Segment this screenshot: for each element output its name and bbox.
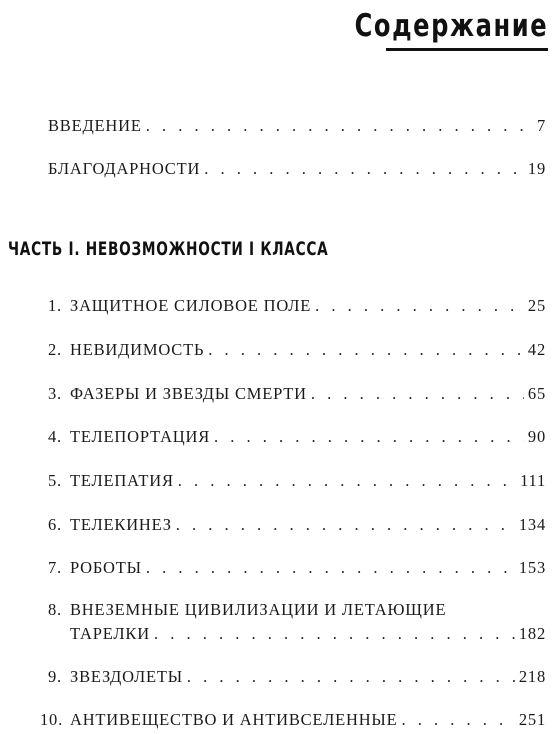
toc-entry-label: АНТИВЕЩЕСТВО И АНТИВСЕЛЕННЫЕ bbox=[70, 710, 398, 729]
toc-entry-label: РОБОТЫ bbox=[70, 558, 142, 577]
toc-entry-chapter-4 bbox=[48, 427, 546, 447]
page-title: Содержание bbox=[354, 8, 548, 44]
dot-leader bbox=[315, 296, 524, 316]
toc-entry-page: 65 bbox=[527, 384, 546, 403]
toc-entry-page: 251 bbox=[518, 710, 546, 729]
toc-entry-label-continued: ТАРЕЛКИ bbox=[70, 624, 150, 643]
toc-entry-chapter-10 bbox=[40, 710, 546, 730]
toc-entry-introduction bbox=[48, 116, 546, 136]
toc-entry-page: 218 bbox=[518, 667, 546, 686]
toc-entry-page: 153 bbox=[518, 558, 546, 577]
dot-leader bbox=[146, 558, 515, 578]
chapter-number: 3. bbox=[48, 384, 62, 403]
toc-entry-chapter-2 bbox=[48, 340, 546, 360]
toc-entry-label: ТЕЛЕПАТИЯ bbox=[70, 471, 174, 490]
chapter-number: 5. bbox=[48, 471, 62, 490]
toc-entry-chapter-3 bbox=[48, 384, 546, 404]
chapter-number: 1. bbox=[48, 296, 62, 315]
toc-entry-page: 42 bbox=[527, 340, 546, 359]
toc-entry-chapter-5 bbox=[48, 471, 546, 491]
toc-entry-chapter-1 bbox=[48, 296, 546, 316]
toc-entry-label: ВНЕЗЕМНЫЕ ЦИВИЛИЗАЦИИ И ЛЕТАЮЩИЕ bbox=[70, 600, 447, 619]
dot-leader bbox=[146, 116, 533, 136]
toc-entry-page: 111 bbox=[520, 471, 546, 490]
toc-entry-chapter-8-line1 bbox=[48, 600, 447, 620]
dot-leader bbox=[204, 159, 524, 179]
chapter-number: 7. bbox=[48, 558, 62, 577]
toc-entry-label: ТЕЛЕКИНЕЗ bbox=[70, 515, 172, 534]
toc-entry-label: ЗВЕЗДОЛЕТЫ bbox=[70, 667, 183, 686]
dot-leader bbox=[176, 515, 515, 535]
toc-entry-chapter-6 bbox=[48, 515, 546, 535]
dot-leader bbox=[311, 384, 524, 404]
toc-entry-label: ФАЗЕРЫ И ЗВЕЗДЫ СМЕРТИ bbox=[70, 384, 307, 403]
dot-leader bbox=[208, 340, 524, 360]
dot-leader bbox=[187, 667, 515, 687]
toc-entry-label: ТЕЛЕПОРТАЦИЯ bbox=[70, 427, 211, 446]
chapter-number: 10. bbox=[40, 710, 64, 729]
toc-entry-page: 90 bbox=[527, 427, 546, 446]
dot-leader bbox=[154, 624, 515, 644]
chapter-number: 8. bbox=[48, 600, 62, 619]
part-heading: ЧАСТЬ I. НЕВОЗМОЖНОСТИ I КЛАССА bbox=[8, 238, 329, 260]
toc-entry-acknowledgements bbox=[48, 159, 546, 179]
toc-entry-page: 19 bbox=[527, 159, 546, 178]
toc-entry-label: БЛАГОДАРНОСТИ bbox=[48, 159, 201, 178]
toc-entry-chapter-8 bbox=[70, 624, 546, 644]
dot-leader bbox=[178, 471, 516, 491]
chapter-number: 2. bbox=[48, 340, 62, 359]
toc-entry-page: 25 bbox=[527, 296, 546, 315]
toc-entry-page: 182 bbox=[518, 624, 546, 643]
chapter-number: 4. bbox=[48, 427, 62, 446]
chapter-number: 9. bbox=[48, 667, 62, 686]
toc-entry-label: ВВЕДЕНИЕ bbox=[48, 116, 142, 135]
toc-entry-chapter-9 bbox=[48, 667, 546, 687]
title-underline bbox=[386, 48, 548, 51]
toc-entry-page: 7 bbox=[536, 116, 546, 135]
toc-entry-page: 134 bbox=[518, 515, 546, 534]
toc-entry-label: НЕВИДИМОСТЬ bbox=[70, 340, 205, 359]
dot-leader bbox=[214, 427, 524, 447]
dot-leader bbox=[401, 710, 514, 730]
toc-entry-label: ЗАЩИТНОЕ СИЛОВОЕ ПОЛЕ bbox=[70, 296, 312, 315]
toc-entry-chapter-7 bbox=[48, 558, 546, 578]
chapter-number: 6. bbox=[48, 515, 62, 534]
